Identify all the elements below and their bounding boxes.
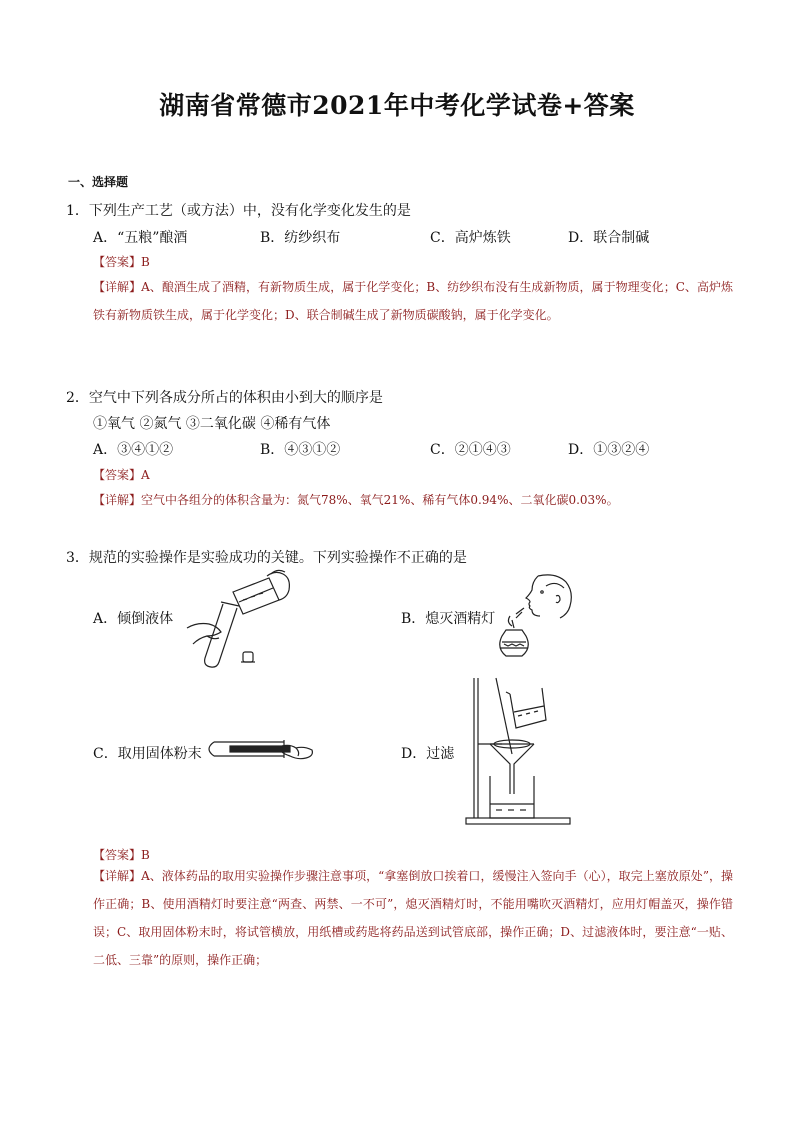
- q2-option-d: D．①③②④: [568, 442, 650, 458]
- page-title: 湖南省常德市2021年中考化学试卷+答案: [159, 91, 635, 120]
- q2-option-c: C．②①④③: [430, 442, 511, 458]
- q2-answer: 【答案】A: [93, 468, 150, 482]
- q2-option-a: A．③④①②: [93, 442, 174, 458]
- q3-option-c: C．取用固体粉末: [93, 746, 202, 762]
- adding-powder-to-test-tube-icon: [200, 730, 318, 770]
- pouring-liquid-icon: [183, 566, 295, 670]
- q3-answer: 【答案】B: [93, 848, 150, 862]
- q1-option-a: A．“五粮”酿酒: [93, 230, 188, 246]
- section-heading: 一、选择题: [68, 175, 129, 189]
- q3-detail: 【详解】A、液体药品的取用实验操作步骤注意事项，“拿塞倒放口挨着口，缓慢注入签向手（心），取完上塞放原处”，操作正确；B、使用酒精灯时要注意“两查、两禁、一不可”，熄灭酒精灯时，不能用嘴吹灭酒精灯，应用灯帽盖灭，操作错误；C、取用固体粉末时，将试管横放，用纸槽或药匙将药品送到试管底部，操作正确；D、过滤液体时，要注意“一贴、二低、三靠”的原则，操作正确；: [93, 869, 733, 967]
- q1-option-c: C．高炉炼铁: [430, 230, 511, 246]
- q3-option-b: B．熄灭酒精灯: [401, 611, 496, 627]
- q1-detail: 【详解】A、酿酒生成了酒精，有新物质生成，属于化学变化；B、纺纱织布没有生成新物质，属于物理变化；C、高炉炼铁有新物质铁生成，属于化学变化；D、联合制碱生成了新物质碳酸钠，属于化学变化。: [93, 280, 733, 322]
- filtration-apparatus-icon: [462, 672, 572, 828]
- q3-option-d: D．过滤: [401, 746, 455, 762]
- q1-option-d: D．联合制碱: [568, 230, 650, 246]
- q1-answer: 【答案】B: [93, 255, 150, 269]
- blowing-out-alcohol-lamp-icon: [486, 572, 574, 662]
- question-3-stem: 3．规范的实验操作是实验成功的关键。下列实验操作不正确的是: [66, 550, 467, 566]
- q2-sub-items: ①氧气 ②氮气 ③二氧化碳 ④稀有气体: [93, 416, 331, 432]
- q3-option-a: A．倾倒液体: [93, 611, 174, 627]
- q2-detail: 【详解】空气中各组分的体积含量为：氮气78%、氧气21%、稀有气体0.94%、二氧化碳0.03%。: [93, 493, 619, 507]
- question-1-stem: 1．下列生产工艺（或方法）中，没有化学变化发生的是: [66, 203, 411, 219]
- q2-option-b: B．④③①②: [260, 442, 341, 458]
- question-2-stem: 2．空气中下列各成分所占的体积由小到大的顺序是: [66, 390, 383, 406]
- q1-option-b: B．纺纱织布: [260, 230, 341, 246]
